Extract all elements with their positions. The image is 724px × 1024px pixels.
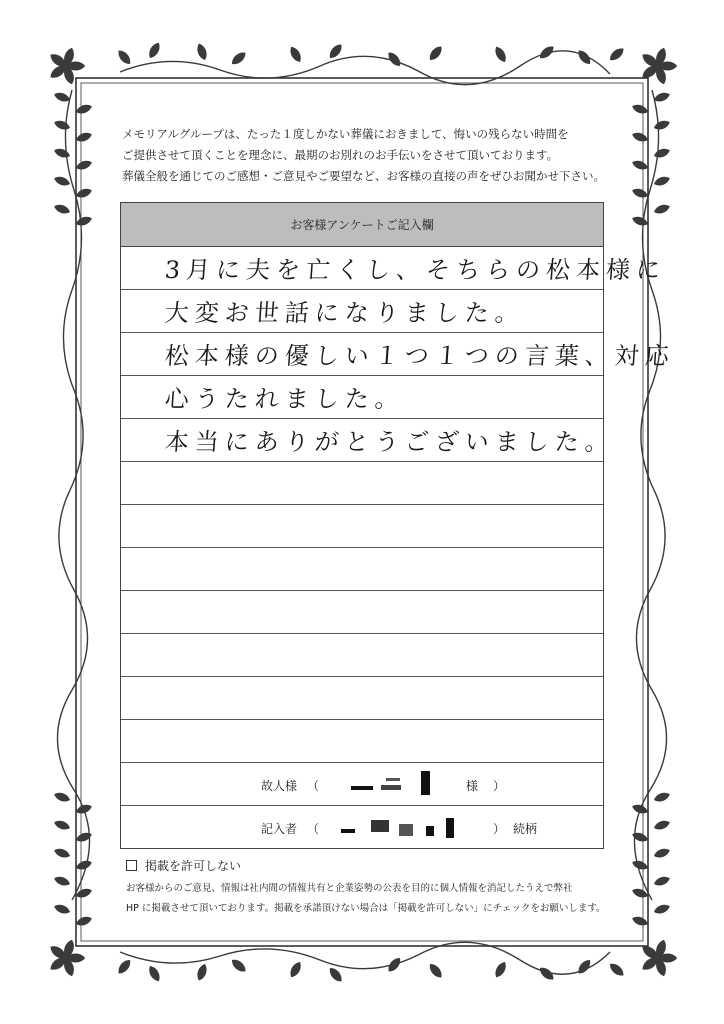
leaf-icon — [607, 961, 626, 979]
privacy-notice — [126, 879, 606, 919]
notice-line: HP に掲載させて頂いております。掲載を承諾頂けない場合は「掲載を許可しない」にチェックをお願いします。 — [126, 903, 606, 914]
leaf-icon — [631, 187, 649, 200]
leaf-icon — [53, 875, 71, 888]
leaf-icon — [653, 791, 671, 804]
leaf-icon — [576, 48, 594, 67]
leaf-icon — [631, 131, 649, 144]
leaf-icon — [116, 957, 134, 976]
comment-line[interactable] — [121, 634, 603, 677]
leaf-icon — [116, 48, 134, 67]
handwritten-text: 本当にありがとうございました。 — [163, 428, 616, 456]
leaf-icon — [653, 875, 671, 888]
handwritten-text: 大変お世話になりました。 — [163, 299, 526, 327]
handwritten-text: 3月に夫を亡くし、そちらの松本様に — [163, 256, 668, 284]
leaf-icon — [653, 175, 671, 188]
leaf-icon — [631, 803, 649, 816]
leaf-icon — [427, 961, 445, 980]
leaf-icon — [631, 103, 649, 116]
leaf-icon — [146, 964, 162, 983]
leaf-icon — [327, 42, 345, 61]
leaf-icon — [288, 45, 304, 64]
leaf-icon — [653, 847, 671, 860]
handwritten-text: 松本様の優しい１つ１つの言葉、対応 — [163, 342, 676, 370]
intro-line: ご提供させて頂くことを理念に、最期のお別れのお手伝いをさせて頂いております。 — [122, 148, 559, 162]
leaf-icon — [631, 215, 649, 228]
leaf-icon — [653, 203, 671, 216]
leaf-icon — [53, 791, 71, 804]
comment-line[interactable] — [121, 462, 603, 505]
paren-close: ） — [493, 779, 506, 793]
leaf-icon — [53, 119, 71, 132]
paren-close: ） — [493, 822, 506, 836]
writer-row — [121, 806, 603, 849]
comment-line[interactable] — [121, 720, 603, 763]
comment-line[interactable] — [121, 591, 603, 634]
leaf-icon — [493, 960, 509, 979]
leaf-icon — [653, 147, 671, 160]
leaf-icon — [386, 955, 404, 974]
leaf-icon — [75, 915, 93, 928]
vine-stem — [120, 51, 610, 85]
leaf-icon — [427, 44, 445, 63]
leaf-icon — [607, 46, 626, 64]
leaf-icon — [653, 903, 671, 916]
deceased-name-redacted[interactable] — [331, 769, 481, 799]
leaf-icon — [53, 147, 71, 160]
leaf-icon — [75, 803, 93, 816]
intro-message — [122, 124, 622, 187]
writer-name-redacted[interactable] — [331, 812, 481, 842]
leaf-icon — [53, 847, 71, 860]
leaf-icon — [53, 903, 71, 916]
leaf-icon — [53, 203, 71, 216]
vine-stem — [120, 942, 610, 974]
leaf-icon — [229, 957, 248, 975]
honorific-sama: 様 — [466, 779, 479, 793]
comment-line[interactable] — [121, 247, 668, 290]
no-publish-label: 掲載を許可しない — [145, 859, 242, 873]
leaf-icon — [631, 915, 649, 928]
leaf-icon — [75, 159, 93, 172]
leaf-icon — [75, 215, 93, 228]
leaf-icon — [229, 50, 248, 68]
leaf-icon — [631, 159, 649, 172]
survey-form — [120, 202, 676, 849]
publication-permission[interactable] — [126, 857, 241, 874]
leaf-icon — [631, 859, 649, 872]
relation-label: 続柄 — [513, 822, 538, 836]
leaf-icon — [195, 42, 209, 61]
leaf-icon — [75, 187, 93, 200]
survey-header: お客様アンケートご記入欄 — [121, 203, 603, 247]
intro-line: メモリアルグループは、たった１度しかない葬儀におきまして、悔いの残らない時間を — [122, 127, 569, 141]
leaf-icon — [653, 119, 671, 132]
comment-line[interactable] — [121, 548, 603, 591]
leaf-icon — [75, 103, 93, 116]
leaf-icon — [75, 831, 93, 844]
leaf-icon — [146, 41, 162, 60]
paren-open: （ — [307, 822, 320, 836]
leaf-icon — [75, 859, 93, 872]
paren-open: （ — [307, 779, 320, 793]
intro-line: 葬儀全般を通じてのご感想・ご意見やご要望など、お客様の直接の声をぜひお聞かせ下さい。 — [122, 169, 605, 183]
leaf-icon — [53, 819, 71, 832]
comment-line[interactable] — [121, 677, 603, 720]
comment-line[interactable] — [121, 419, 616, 462]
comment-line[interactable] — [121, 376, 603, 419]
handwritten-text: 心うたれました。 — [163, 385, 406, 413]
leaf-icon — [53, 175, 71, 188]
leaf-icon — [288, 960, 304, 979]
comment-line[interactable] — [121, 290, 603, 333]
leaf-icon — [75, 131, 93, 144]
no-publish-checkbox[interactable] — [126, 860, 137, 871]
deceased-row — [121, 763, 603, 806]
comment-line[interactable] — [121, 333, 676, 376]
leaf-icon — [653, 819, 671, 832]
leaf-icon — [195, 963, 209, 982]
writer-label: 記入者 — [261, 822, 298, 836]
deceased-label: 故人様 — [261, 779, 298, 793]
leaf-icon — [493, 45, 509, 64]
comment-line[interactable] — [121, 505, 603, 548]
leaf-icon — [537, 44, 556, 62]
leaf-icon — [327, 965, 345, 984]
leaf-icon — [631, 831, 649, 844]
notice-line: お客様からのご意見、情報は社内間の情報共有と企業姿勢の公表を目的に個人情報を消記したうえで弊社 — [126, 883, 573, 894]
